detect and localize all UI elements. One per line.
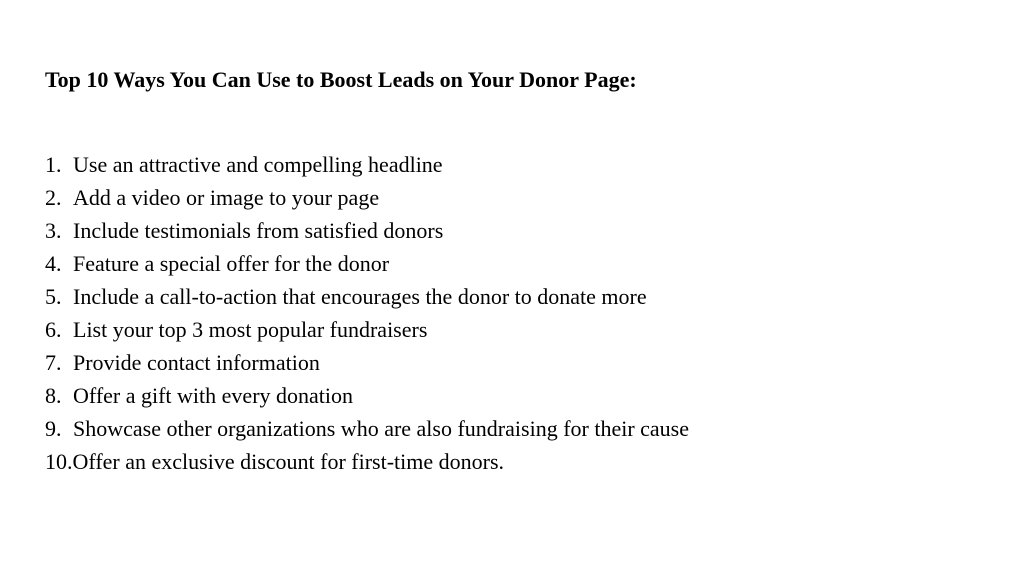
list-text: List your top 3 most popular fundraisers [73, 317, 428, 342]
list-text: Showcase other organizations who are also fundraising for their cause [73, 416, 690, 441]
list-number: 5. [45, 284, 62, 309]
list-number: 1. [45, 152, 62, 177]
list-text: Offer an exclusive discount for first-time donors. [72, 449, 505, 474]
list-number: 7. [45, 350, 62, 375]
list-item [45, 214, 689, 247]
list-item [45, 346, 689, 379]
list-item [45, 379, 689, 412]
list-item [45, 247, 689, 280]
list-text: Feature a special offer for the donor [73, 251, 390, 276]
list-text: Include testimonials from satisfied donors [73, 218, 444, 243]
list-text: Use an attractive and compelling headline [73, 152, 443, 177]
list-number: 6. [45, 317, 62, 342]
list-item [45, 412, 689, 445]
list-text: Add a video or image to your page [73, 185, 380, 210]
list-item [45, 280, 689, 313]
list-item [45, 313, 689, 346]
list-number: 3. [45, 218, 62, 243]
list-text: Offer a gift with every donation [73, 383, 354, 408]
list-item [45, 181, 689, 214]
list-text: Provide contact information [73, 350, 320, 375]
list-number: 4. [45, 251, 62, 276]
tips-list [45, 148, 689, 478]
list-number: 10. [45, 449, 73, 474]
list-item [45, 445, 689, 478]
slide-title: Top 10 Ways You Can Use to Boost Leads on Your Donor Page: [45, 67, 637, 92]
list-text: Include a call-to-action that encourages the donor to donate more [73, 284, 647, 309]
list-number: 9. [45, 416, 62, 441]
list-number: 2. [45, 185, 62, 210]
list-item [45, 148, 689, 181]
list-number: 8. [45, 383, 62, 408]
